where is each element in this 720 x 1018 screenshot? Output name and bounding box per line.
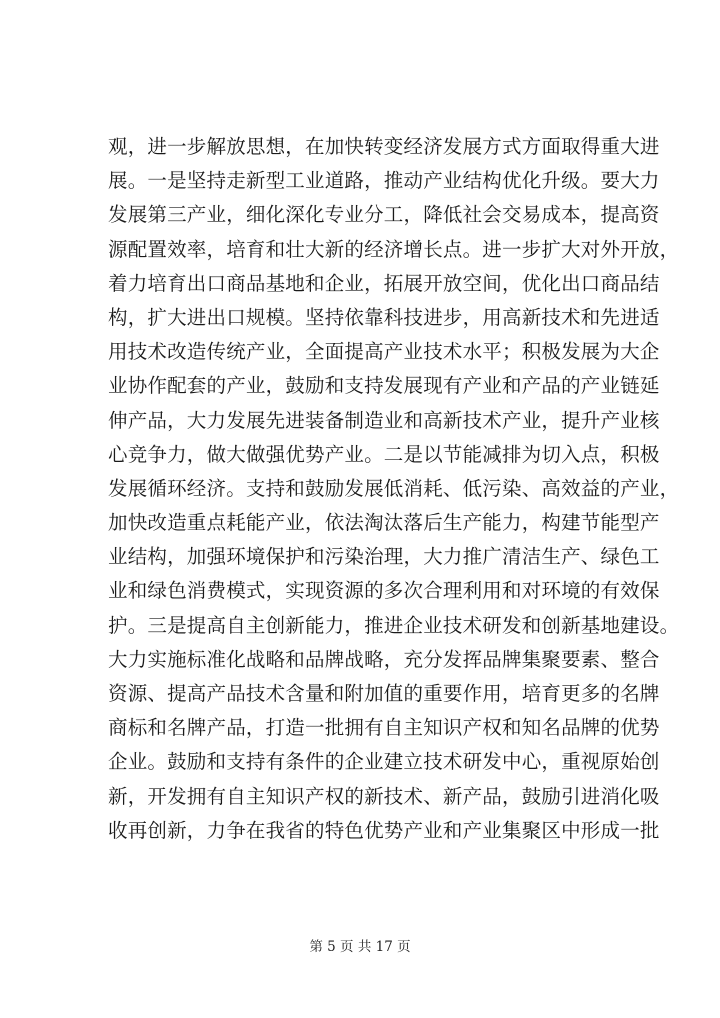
text-line: 发展循环经济。支持和鼓励发展低消耗、低污染、高效益的产业， <box>108 476 680 500</box>
text-line: 护。三是提高自主创新能力，推进企业技术研发和创新基地建设。 <box>108 613 680 637</box>
text-line: 业和绿色消费模式，实现资源的多次合理利用和对环境的有效保 <box>108 579 660 603</box>
text-line: 大力实施标准化战略和品牌战略，充分发挥品牌集聚要素、整合 <box>108 647 660 671</box>
text-line: 企业。鼓励和支持有条件的企业建立技术研发中心，重视原始创 <box>108 750 660 774</box>
page-number-footer: 第 5 页 共 17 页 <box>309 939 411 955</box>
text-line: 源配置效率，培育和壮大新的经济增长点。进一步扩大对外开放， <box>108 237 680 261</box>
text-line: 新，开发拥有自主知识产权的新技术、新产品，鼓励引进消化吸 <box>108 784 660 808</box>
text-line: 商标和名牌产品，打造一批拥有自主知识产权和知名品牌的优势 <box>108 716 660 740</box>
text-line: 收再创新，力争在我省的特色优势产业和产业集聚区中形成一批 <box>108 818 660 842</box>
text-line: 心竞争力，做大做强优势产业。二是以节能减排为切入点，积极 <box>108 442 660 466</box>
text-line: 业协作配套的产业，鼓励和支持发展现有产业和产品的产业链延 <box>108 374 660 398</box>
text-line: 构，扩大进出口规模。坚持依靠科技进步，用高新技术和先进适 <box>108 305 660 329</box>
text-line: 用技术改造传统产业，全面提高产业技术水平；积极发展为大企 <box>108 340 660 364</box>
text-line: 展。一是坚持走新型工业道路，推动产业结构优化升级。要大力 <box>108 169 660 193</box>
text-line: 资源、提高产品技术含量和附加值的重要作用，培育更多的名牌 <box>108 682 660 705</box>
body-paragraph <box>108 130 680 848</box>
text-line: 伸产品，大力发展先进装备制造业和高新技术产业，提升产业核 <box>108 408 660 432</box>
text-line: 业结构，加强环境保护和污染治理，大力推广清洁生产、绿色工 <box>108 545 660 569</box>
text-line: 加快改造重点耗能产业，依法淘汰落后生产能力，构建节能型产 <box>108 511 660 535</box>
text-line: 观，进一步解放思想，在加快转变经济发展方式方面取得重大进 <box>108 135 660 158</box>
text-line: 着力培育出口商品基地和企业，拓展开放空间，优化出口商品结 <box>108 271 660 295</box>
text-line: 发展第三产业，细化深化专业分工，降低社会交易成本，提高资 <box>108 203 660 227</box>
